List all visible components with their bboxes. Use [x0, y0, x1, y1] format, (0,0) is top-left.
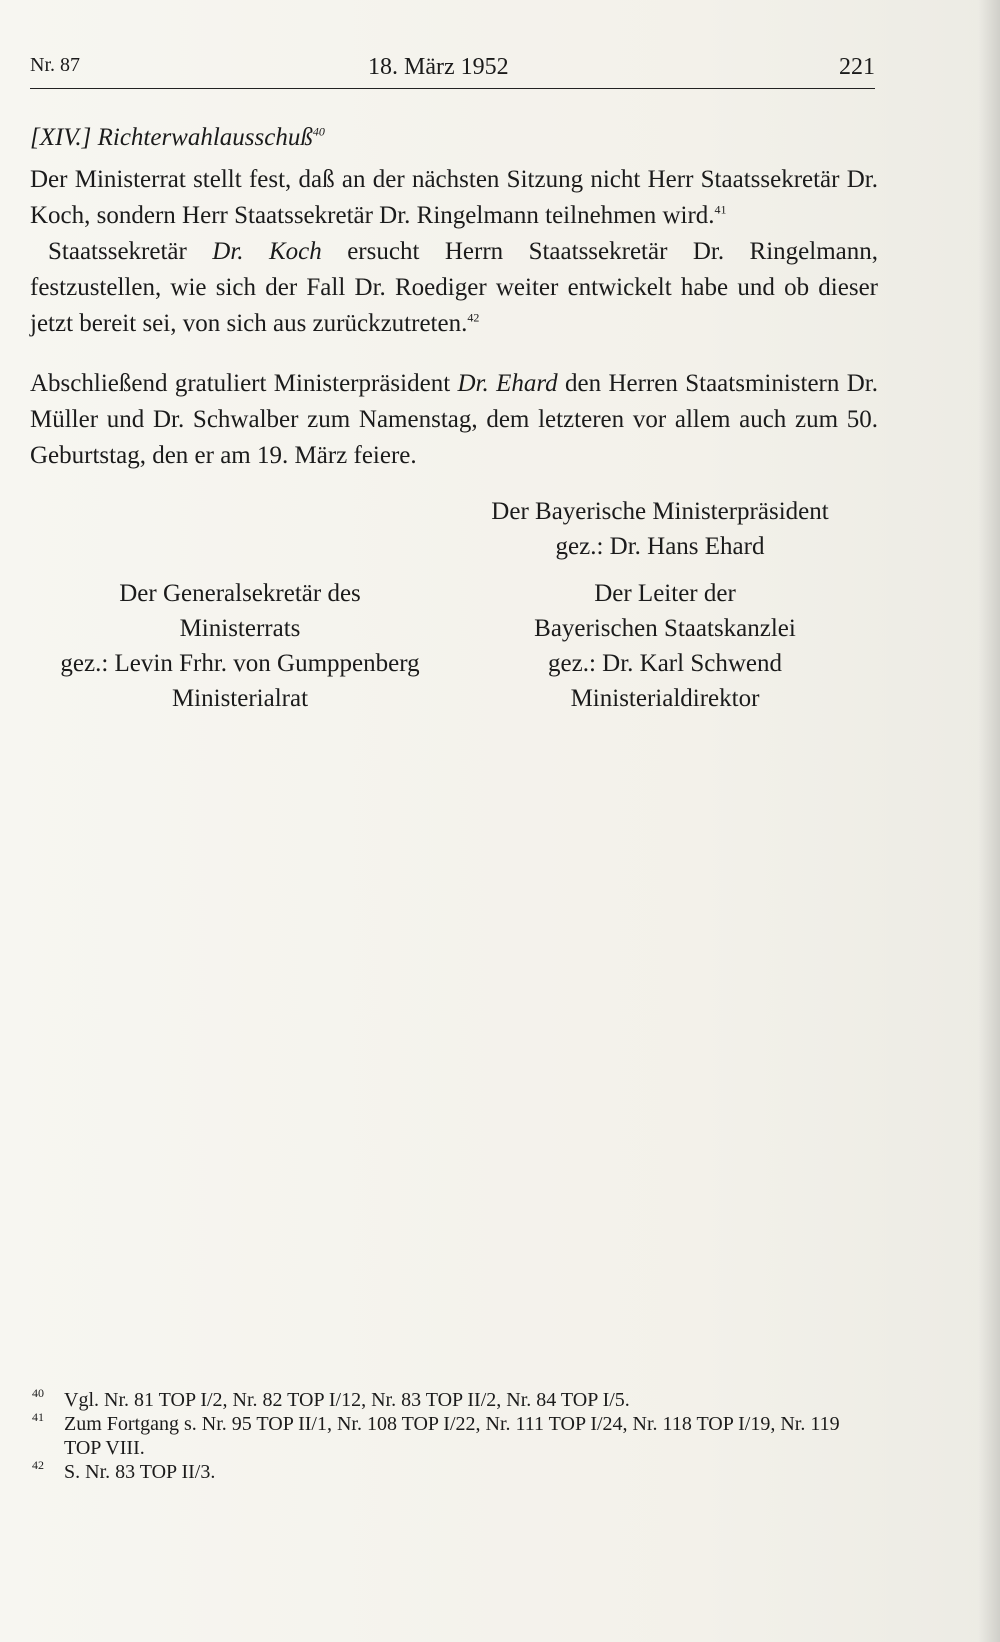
signature-ministerpraesident: [460, 494, 860, 564]
signature-generalsekretaer: [30, 576, 450, 716]
paragraph-1: Der Ministerrat stellt fest, daß an der nächsten Sitzung nicht Herr Staatssekretär Dr. Koch, sondern Herr Staatssekretär Dr. Ringelmann teilnehmen wird.$^{41}$: [30, 166, 878, 229]
footnote-41: [30, 1412, 880, 1460]
footnote-ref-40: 40: [312, 124, 325, 139]
section-heading: [XIV.] Richterwahlausschuß$^{40}$: [30, 124, 325, 151]
signature-title: Der Leiter der: [594, 580, 736, 607]
header-rule: [30, 88, 875, 89]
person-name-koch: Dr. Koch: [212, 238, 322, 265]
signature-title: Ministerrats: [179, 615, 301, 642]
header-date: 18. März 1952: [368, 54, 509, 80]
footnote-text: S. Nr. 83 TOP II/3.: [64, 1461, 216, 1483]
signature-rank: Ministerialrat: [171, 685, 309, 712]
person-name-ehard: Dr. Ehard: [457, 370, 558, 397]
footnote-mark: 42: [32, 1458, 44, 1472]
signature-name: gez.: Dr. Hans Ehard: [555, 533, 765, 560]
footnote-40: [30, 1388, 880, 1412]
document-number: Nr. 87: [30, 54, 80, 76]
page-number: 221: [839, 54, 875, 80]
footnote-text: Vgl. Nr. 81 TOP I/2, Nr. 82 TOP I/12, Nr. 83 TOP II/2, Nr. 84 TOP I/5.: [64, 1389, 630, 1411]
signature-title: Der Generalsekretär des: [119, 580, 361, 607]
footnote-ref-42: 42: [467, 310, 480, 325]
footnote-mark: 41: [32, 1410, 44, 1424]
signature-title: Bayerischen Staatskanzlei: [534, 615, 796, 642]
signature-rank: Ministerialdirektor: [570, 685, 760, 712]
paragraph-2: Staatssekretär Dr. Koch ersucht Herrn Staatssekretär Dr. Ringelmann, festzustellen, wie sich der Fall Dr. Roediger weiter entwickelt habe und ob dieser jetzt bereit sei, von sich aus zurückzutreten.$^{42}$: [30, 238, 878, 337]
footnote-text: Zum Fortgang s. Nr. 95 TOP II/1, Nr. 108 TOP I/22, Nr. 111 TOP I/24, Nr. 118 TOP I/19, Nr. 119 TOP VIII.: [64, 1413, 840, 1459]
footnote-ref-41: 41: [714, 202, 727, 217]
signature-name: gez.: Dr. Karl Schwend: [548, 650, 782, 677]
footnote-mark: 40: [32, 1386, 44, 1400]
main-text: [30, 120, 878, 474]
page-edge-shadow: [978, 0, 1000, 1642]
signature-staatskanzlei: [470, 576, 860, 716]
paragraph-3: Abschließend gratuliert Ministerpräsident Dr. Ehard den Herren Staatsministern Dr. Müller und Dr. Schwalber zum Namenstag, dem letzteren vor allem auch zum 50. Geburtstag, den er am 19. März feiere.: [30, 370, 878, 469]
signature-title: Der Bayerische Ministerpräsident: [491, 498, 829, 525]
signature-name: gez.: Levin Frhr. von Gumppenberg: [60, 650, 420, 677]
footnote-42: [30, 1460, 880, 1484]
footnotes: [30, 1388, 880, 1484]
running-header: [30, 54, 875, 88]
